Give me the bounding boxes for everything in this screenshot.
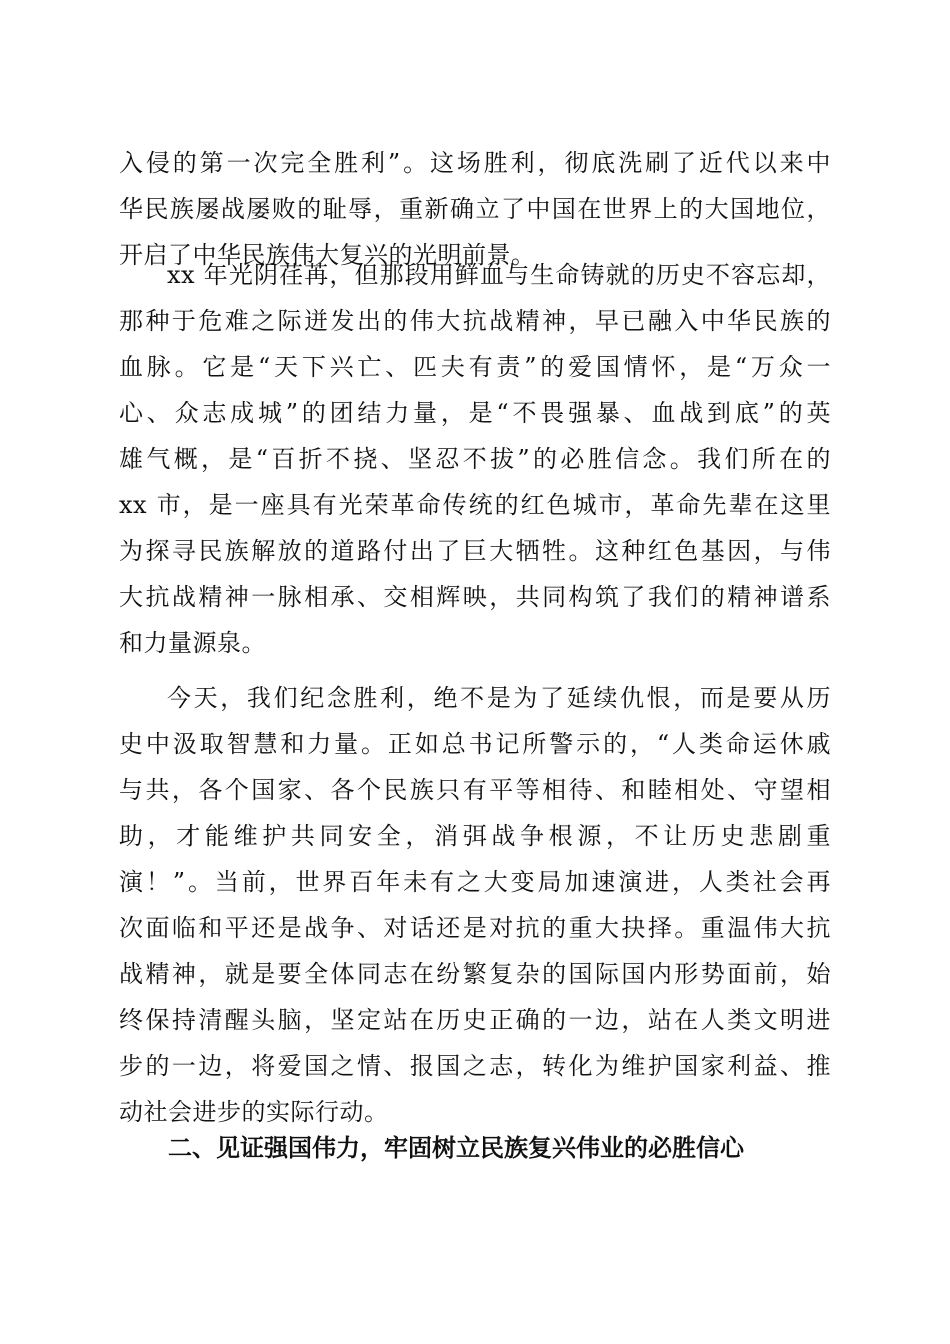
text-line: xx 年光阴荏苒，但那段用鲜血与生命铸就的历史不容忘却， (167, 261, 831, 289)
text-line: 史中汲取智慧和力量。正如总书记所警示的，“人类命运休戚 (119, 730, 831, 758)
text-line: 雄气概，是“百折不挠、坚忍不拔”的必胜信念。我们所在的 (119, 445, 831, 473)
paragraph-today (119, 675, 831, 1135)
text-line: 入侵的第一次完全胜利”。这场胜利，彻底洗刷了近代以来中 (119, 149, 831, 177)
text-line: 和力量源泉。 (119, 629, 266, 657)
text-line: 血脉。它是“天下兴亡、匹夫有责”的爱国情怀，是“万众一 (119, 353, 831, 381)
text-line: 次面临和平还是战争、对话还是对抗的重大抉择。重温伟大抗 (119, 914, 831, 942)
text-line: 为探寻民族解放的道路付出了巨大牺牲。这种红色基因，与伟 (119, 537, 831, 565)
text-line: 动社会进步的实际行动。 (119, 1098, 389, 1126)
text-line: 华民族屡战屡败的耻辱，重新确立了中国在世界上的大国地位， (119, 195, 831, 223)
paragraph-spirit (119, 252, 831, 666)
text-line: 终保持清醒头脑，坚定站在历史正确的一边，站在人类文明进 (119, 1006, 831, 1034)
text-line: 心、众志成城”的团结力量，是“不畏强暴、血战到底”的英 (119, 399, 831, 427)
section-heading: 二、见证强国伟力，牢固树立民族复兴伟业的必胜信心 (168, 1134, 744, 1162)
text-line: 今天，我们纪念胜利，绝不是为了延续仇恨，而是要从历 (167, 684, 831, 712)
text-line: 那种于危难之际迸发出的伟大抗战精神，早已融入中华民族的 (119, 307, 831, 335)
text-line: 与共，各个国家、各个民族只有平等相待、和睦相处、守望相 (119, 776, 831, 804)
text-line: xx 市，是一座具有光荣革命传统的红色城市，革命先辈在这里 (119, 491, 831, 519)
text-line: 战精神，就是要全体同志在纷繁复杂的国际国内形势面前，始 (119, 960, 831, 988)
text-line: 开启了中华民族伟大复兴的光明前景。 (119, 241, 536, 269)
text-line: 大抗战精神一脉相承、交相辉映，共同构筑了我们的精神谱系 (119, 583, 831, 611)
text-line: 步的一边，将爱国之情、报国之志，转化为维护国家利益、推 (119, 1052, 831, 1080)
text-line: 演！”。当前，世界百年未有之大变局加速演进，人类社会再 (119, 868, 831, 896)
text-line: 助，才能维护共同安全，消弭战争根源，不让历史悲剧重 (119, 822, 831, 850)
